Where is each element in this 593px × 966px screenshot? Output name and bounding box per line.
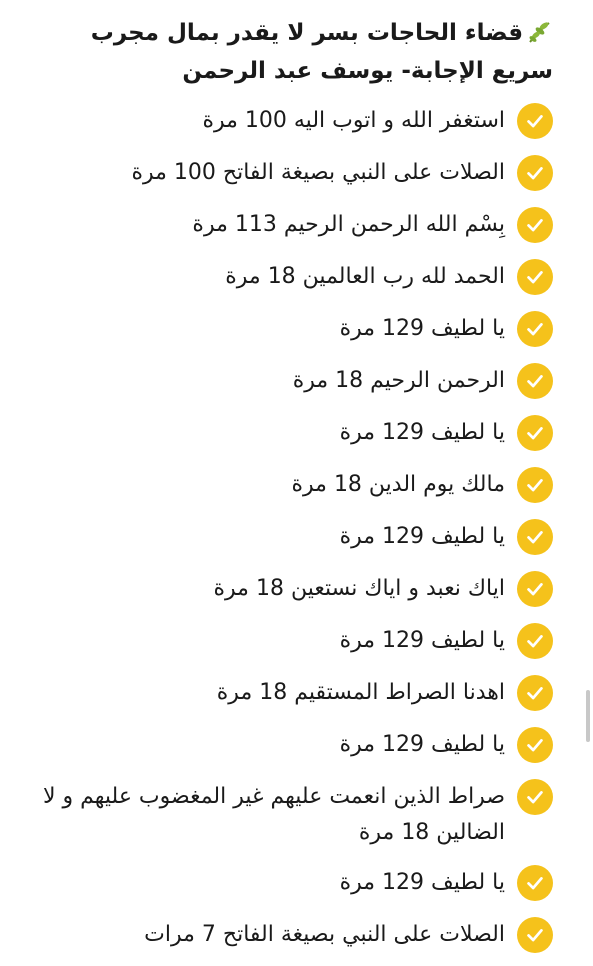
list-item-text: يا لطيف 129 مرة — [339, 316, 505, 341]
list-item-text: يا لطيف 129 مرة — [339, 524, 505, 549]
list-item-text: الرحمن الرحيم 18 مرة — [292, 368, 505, 393]
list-item — [33, 620, 553, 672]
list-item — [33, 308, 553, 360]
list-item — [33, 360, 553, 412]
list-item — [33, 516, 553, 568]
check-icon — [517, 363, 553, 399]
check-icon — [517, 467, 553, 503]
check-icon — [517, 571, 553, 607]
list-item-text: صراط الذين انعمت عليهم غير المغضوب عليهم و لا الضالين 18 مرة — [42, 784, 505, 845]
check-icon — [517, 103, 553, 139]
list-item — [33, 776, 553, 862]
list-item-text: اهدنا الصراط المستقيم 18 مرة — [216, 680, 505, 705]
list-item-text: يا لطيف 129 مرة — [339, 420, 505, 445]
list-item — [33, 862, 553, 914]
list-item-text: الصلات على النبي بصيغة الفاتح 100 مرة — [131, 160, 505, 185]
list-item — [33, 914, 553, 966]
check-icon — [517, 675, 553, 711]
list-item-text: الحمد لله رب العالمين 18 مرة — [225, 264, 505, 289]
list-item-text: يا لطيف 129 مرة — [339, 732, 505, 757]
list-item — [33, 724, 553, 776]
herb-leaf-icon — [527, 18, 553, 42]
check-icon — [517, 917, 553, 953]
check-icon — [517, 727, 553, 763]
list-item — [33, 204, 553, 256]
list-item-text: يا لطيف 129 مرة — [339, 628, 505, 653]
list-item — [33, 672, 553, 724]
list-item — [33, 412, 553, 464]
check-icon — [517, 207, 553, 243]
list-item-text: الصلات على النبي بصيغة الفاتح 7 مرات — [144, 922, 505, 947]
check-icon — [517, 259, 553, 295]
list-item — [33, 256, 553, 308]
list-item — [33, 464, 553, 516]
list-item-text: بِسْم الله الرحمن الرحيم 113 مرة — [192, 212, 505, 237]
check-icon — [517, 155, 553, 191]
list-item-text: مالك يوم الدين 18 مرة — [291, 472, 505, 497]
check-icon — [517, 311, 553, 347]
check-icon — [517, 623, 553, 659]
check-icon — [517, 415, 553, 451]
list-item — [33, 568, 553, 620]
check-icon — [517, 779, 553, 815]
list-item — [33, 152, 553, 204]
list-item-text: استغفر الله و اتوب اليه 100 مرة — [202, 108, 505, 133]
check-icon — [517, 519, 553, 555]
title-line-2: سريع الإجابة- يوسف عبد الرحمن — [182, 58, 553, 84]
list-item-text: اياك نعبد و اياك نستعين 18 مرة — [213, 576, 505, 601]
title-line-1: قضاء الحاجات بسر لا يقدر بمال مجرب — [90, 20, 523, 46]
post-title — [33, 14, 553, 90]
checklist — [33, 100, 553, 966]
check-icon — [517, 865, 553, 901]
list-item — [33, 100, 553, 152]
scrollbar[interactable] — [586, 690, 590, 742]
list-item-text: يا لطيف 129 مرة — [339, 870, 505, 895]
